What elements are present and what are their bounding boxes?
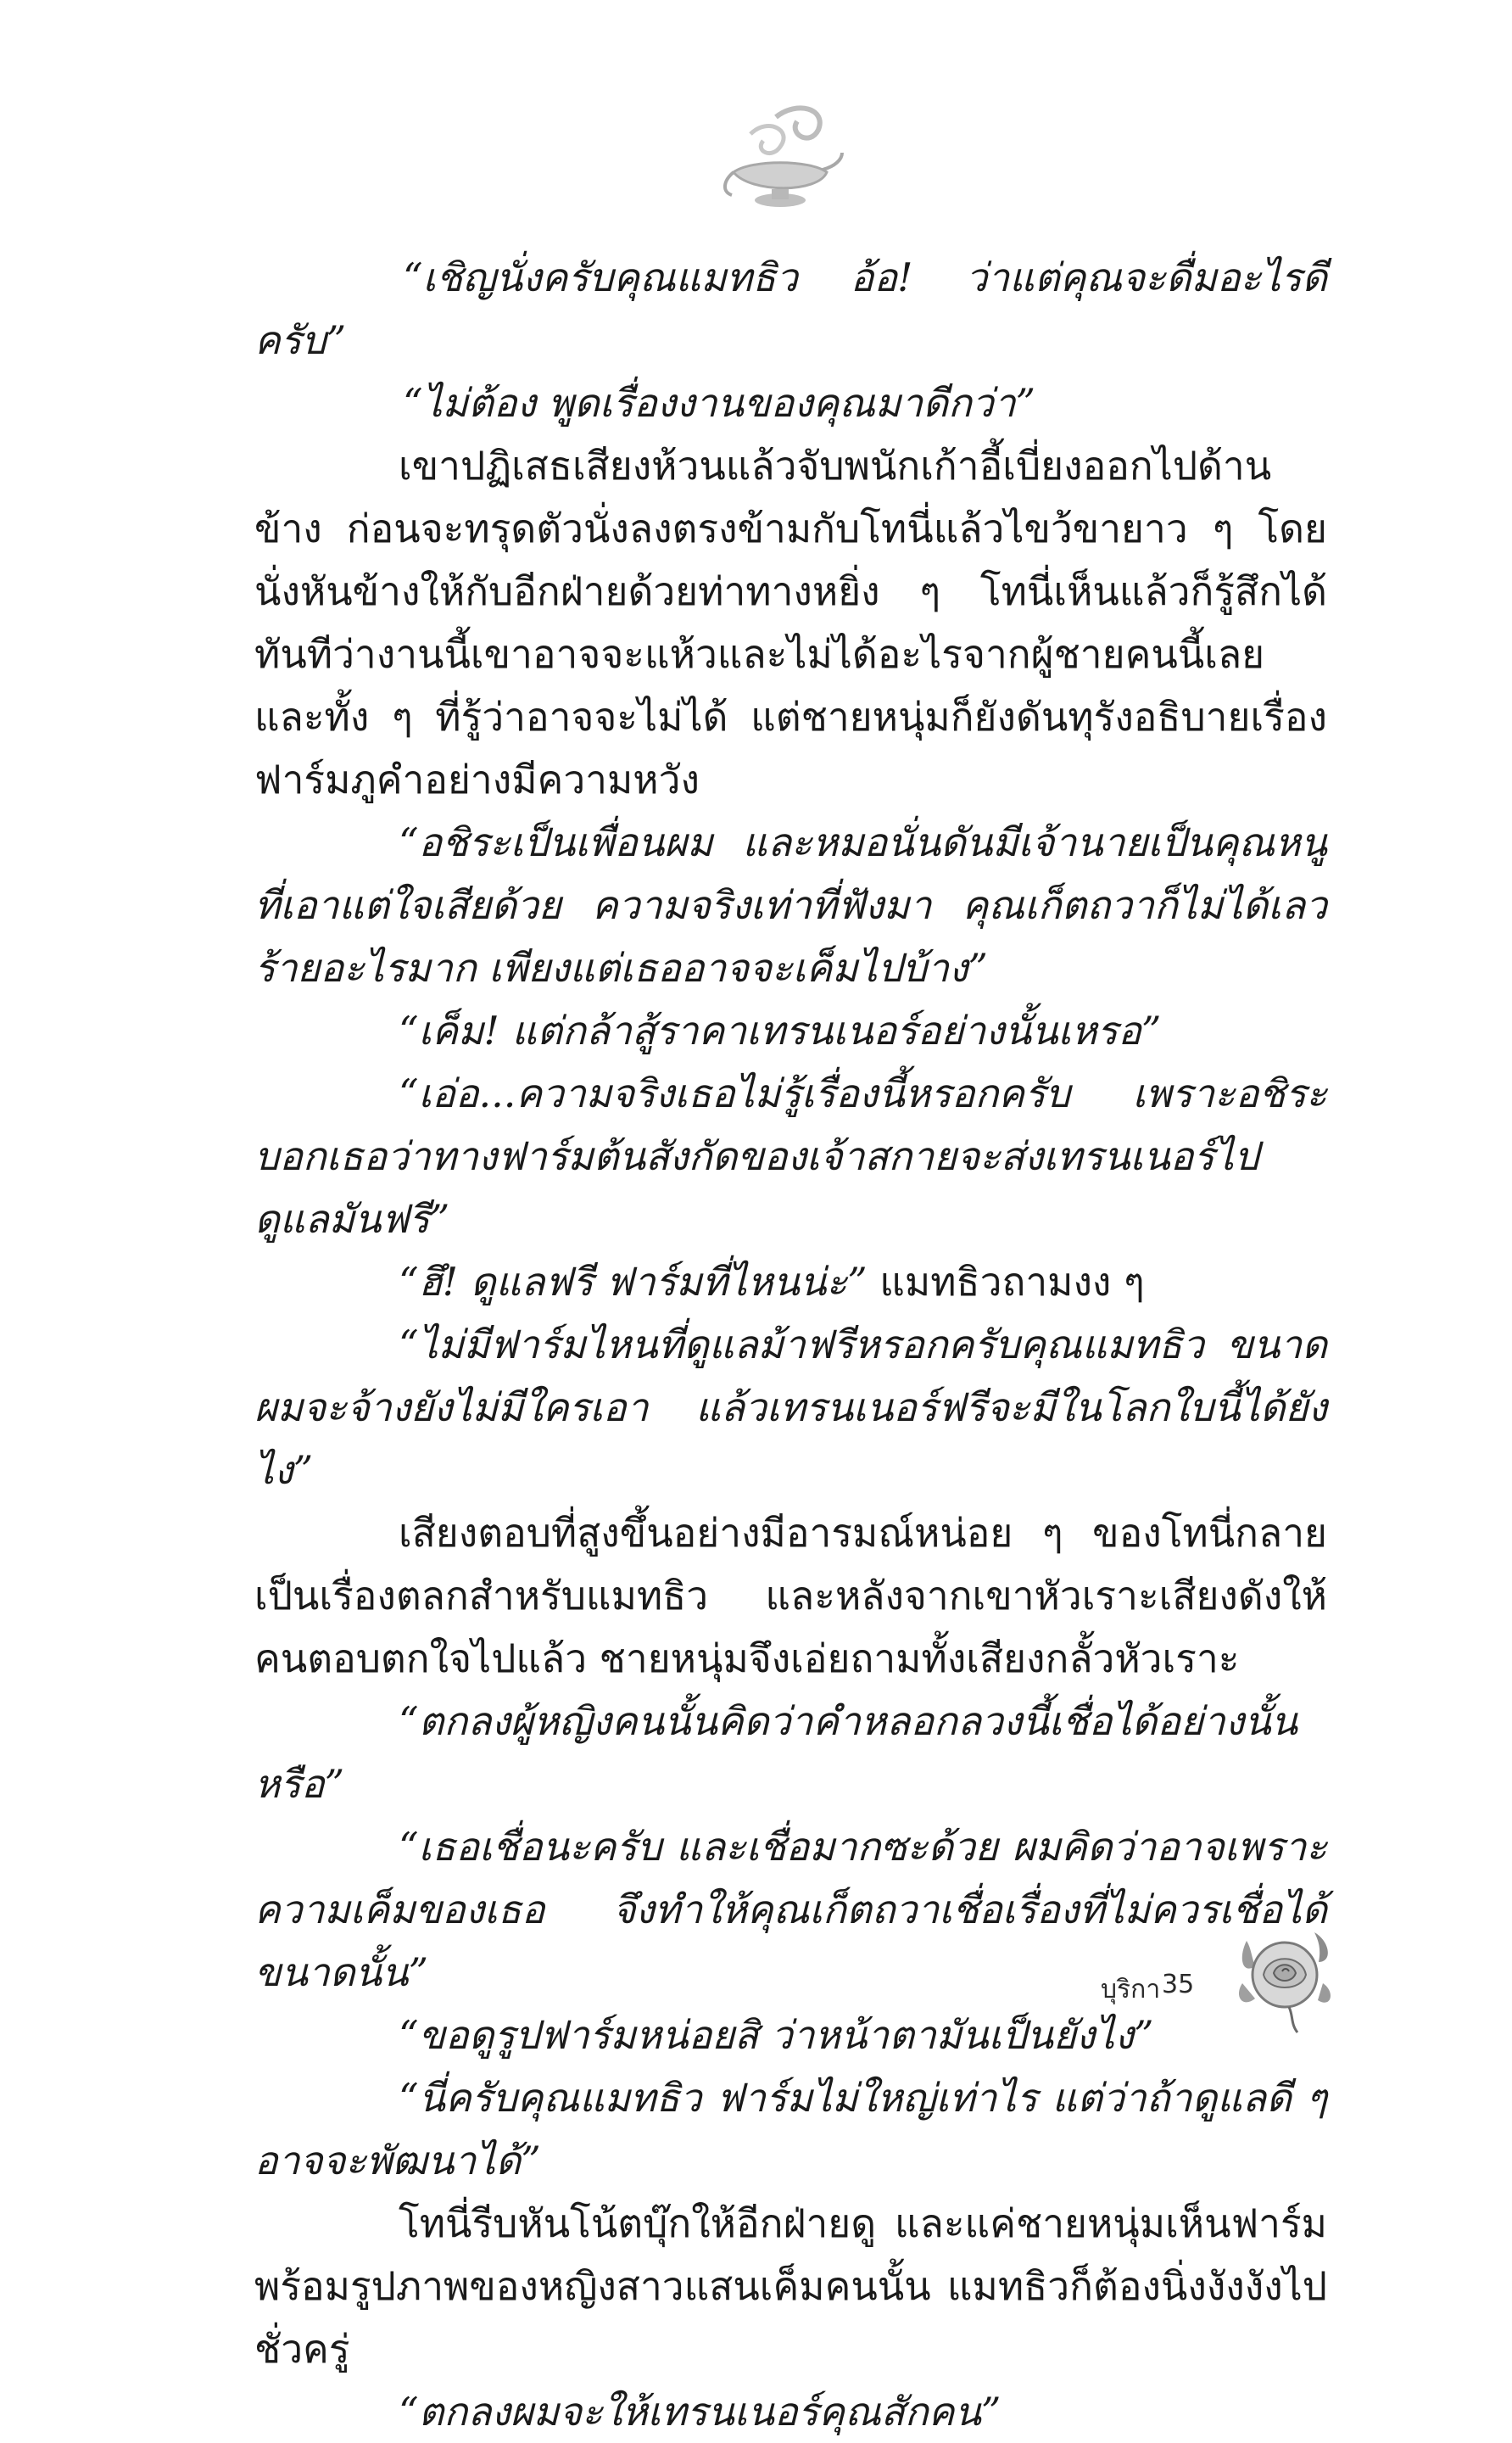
narration-tail: แมทธิวถามงง ๆ	[867, 1259, 1145, 1305]
page-number: 35	[1162, 1970, 1195, 1999]
paragraph: “อชิระเป็นเพื่อนผม และหมอนั่นดันมีเจ้านายเป็นคุณหนูที่เอาแต่ใจเสียด้วย ความจริงเท่าที่ฟังมา คุณเก็ตถวาก็ไม่ได้เลวร้ายอะไรมาก เพียงแต่เธออาจจะเค็มไปบ้าง”	[254, 819, 1327, 991]
paragraph: “เอ่อ...ความจริงเธอไม่รู้เรื่องนี้หรอกครับ เพราะอชิระบอกเธอว่าทางฟาร์มต้นสังกัดของเจ้าสกายจะส่งเทรนเนอร์ไปดูแลมันฟรี”	[254, 1071, 1327, 1242]
lamp-icon	[717, 100, 844, 219]
paragraph: “ขอดูรูปฟาร์มหน่อยสิ ว่าหน้าตามันเป็นยังไง”	[399, 2012, 1154, 2058]
paragraph: โทนี่รีบหันโน้ตบุ๊กให้อีกฝ่ายดู และแค่ชายหนุ่มเห็นฟาร์มพร้อมรูปภาพของหญิงสาวแสนเค็มคนนั้น แมทธิวก็ต้องนิ่งงังงังไปชั่วครู่	[254, 2200, 1327, 2372]
paragraph: “ไม่มีฟาร์มไหนที่ดูแลม้าฟรีหรอกครับคุณแมทธิว ขนาดผมจะจ้างยังไม่มีใครเอา แล้วเทรนเนอร์ฟรีจะมีในโลกใบนี้ได้ยังไง”	[254, 1322, 1327, 1493]
paragraph: “เธอเชื่อนะครับ และเชื่อมากซะด้วย ผมคิดว่าอาจเพราะความเค็มของเธอ จึงทำให้คุณเก็ตถวาเชื่อเรื่องที่ไม่ควรเชื่อได้ขนาดนั้น”	[254, 1824, 1327, 1995]
paragraph: “นี่ครับคุณแมทธิว ฟาร์มไม่ใหญ่เท่าไร แต่ว่าถ้าดูแลดี ๆ อาจจะพัฒนาได้”	[254, 2075, 1327, 2183]
dialogue-quote: “ฮึ! ดูแลฟรี ฟาร์มที่ไหนน่ะ”	[399, 1259, 868, 1305]
paragraph: “เชิญนั่งครับคุณแมทธิว อ้อ! ว่าแต่คุณจะดื่มอะไรดีครับ”	[254, 254, 1327, 363]
paragraph: เสียงตอบที่สูงขึ้นอย่างมีอารมณ์หน่อย ๆ ของโทนี่กลายเป็นเรื่องตลกสำหรับแมทธิว และหลังจากเขาหัวเราะเสียงดังให้คนตอบตกใจไปแล้ว ชายหนุ่มจึงเอ่ยถามทั้งเสียงกลั้วหัวเราะ	[254, 1510, 1327, 1681]
rose-icon	[1230, 1915, 1340, 2034]
paragraph	[254, 1250, 1327, 1313]
paragraph: เขาปฏิเสธเสียงห้วนแล้วจับพนักเก้าอี้เบี่ยงออกไปด้านข้าง ก่อนจะทรุดตัวนั่งลงตรงข้ามกับโทนี่แล้วไขว้ขายาว ๆ โดยนั่งหันข้างให้กับอีกฝ่ายด้วยท่าทางหยิ่ง ๆ โทนี่เห็นแล้วก็รู้สึกได้ทันทีว่างานนี้เขาอาจจะแห้วและไม่ได้อะไรจากผู้ชายคนนี้เลย และทั้ง ๆ ที่รู้ว่าอาจจะไม่ได้ แต่ชายหนุ่มก็ยังดันทุรังอธิบายเรื่องฟาร์มภูคำอย่างมีความหวัง	[254, 443, 1327, 802]
body-text	[254, 246, 1327, 2443]
footer-author: บุริกา	[1101, 1975, 1161, 2004]
paragraph: “ตกลงผมจะให้เทรนเนอร์คุณสักคน”	[399, 2389, 1001, 2435]
paragraph: “เค็ม! แต่กล้าสู้ราคาเทรนเนอร์อย่างนั้นเหรอ”	[399, 1008, 1162, 1054]
paragraph: “ตกลงผู้หญิงคนนั้นคิดว่าคำหลอกลวงนี้เชื่อได้อย่างนั้นหรือ”	[254, 1698, 1298, 1807]
paragraph: “ไม่ต้อง พูดเรื่องงานของคุณมาดีกว่า”	[403, 380, 1036, 426]
